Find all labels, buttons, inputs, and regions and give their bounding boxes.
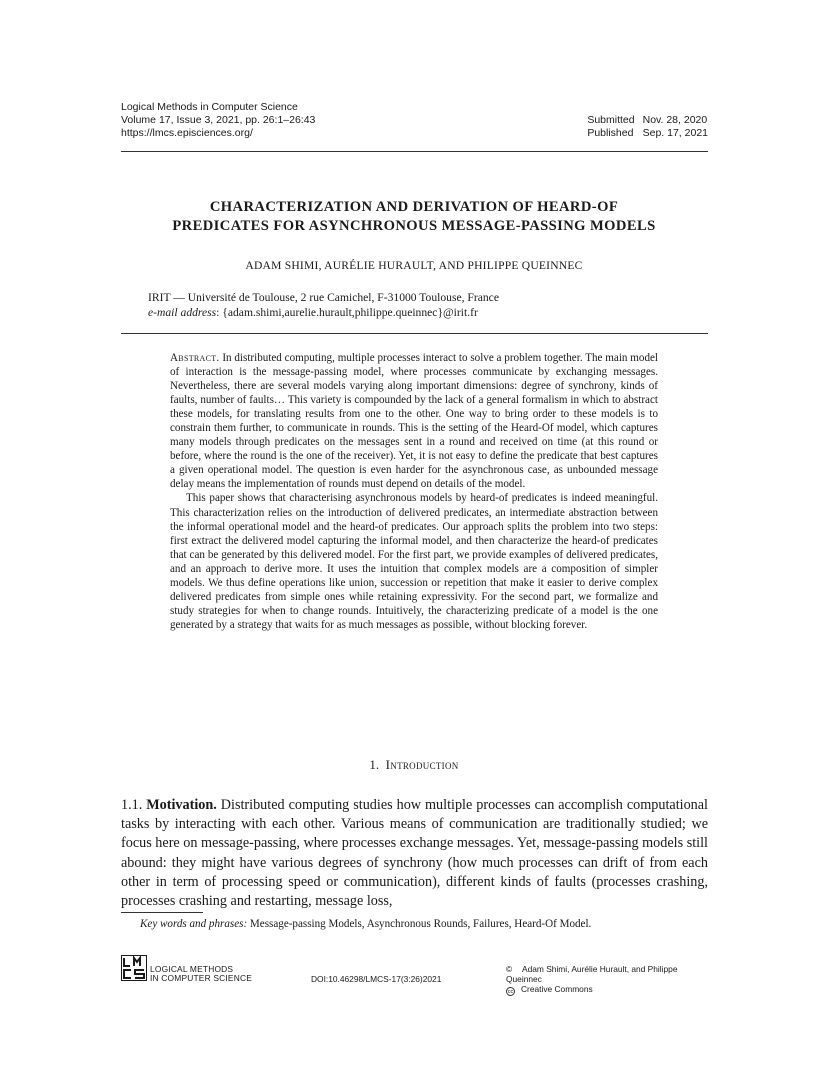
header-rule [121, 151, 708, 152]
doi[interactable]: DOI:10.46298/LMCS-17(3:26)2021 [311, 974, 442, 984]
email-address: : {adam.shimi,aurelie.hurault,philippe.queinnec}@irit.fr [216, 306, 478, 319]
license-text[interactable]: Creative Commons [521, 984, 593, 994]
journal-url[interactable]: https://lmcs.episciences.org/ [121, 127, 253, 139]
copyright-holders: Adam Shimi, Aurélie Hurault, and Philippe Queinnec [506, 964, 678, 984]
title-line-2: PREDICATES FOR ASYNCHRONOUS MESSAGE-PASSING MODELS [172, 218, 656, 234]
motivation-paragraph [121, 796, 708, 911]
page-footer [121, 955, 708, 995]
lmcs-name [150, 965, 252, 984]
copyright-icon: © [506, 964, 513, 974]
subsection-title: Motivation. [146, 797, 217, 813]
journal-volume: Volume 17, Issue 3, 2021, pp. 26:1–26:43 [121, 114, 316, 126]
lmcs-logo-icon [121, 955, 147, 981]
lmcs-name-line-2: IN COMPUTER SCIENCE [150, 973, 252, 984]
email-label: e-mail address [148, 306, 217, 319]
abstract [170, 351, 658, 632]
affiliation-rule [121, 333, 708, 334]
affiliation-address: IRIT — Université de Toulouse, 2 rue Camichel, F-31000 Toulouse, France [148, 291, 499, 304]
abstract-label: Abstract. [170, 352, 220, 364]
submitted-date: Nov. 28, 2020 [642, 114, 708, 126]
keywords-text: Message-passing Models, Asynchronous Rounds, Failures, Heard-Of Model. [249, 918, 592, 930]
body-text [121, 796, 708, 911]
keywords-label: Key words and phrases: [140, 918, 248, 930]
affiliation [148, 290, 499, 320]
journal-name: Logical Methods in Computer Science [121, 101, 298, 113]
footnote-rule [121, 912, 203, 913]
title-line-1: CHARACTERIZATION AND DERIVATION OF HEARD-OF [209, 199, 619, 215]
license-line [506, 984, 708, 996]
copyright-line [506, 964, 708, 984]
email-line [148, 305, 499, 320]
copyright-block [506, 964, 708, 996]
motivation-text: Distributed computing studies how multiple processes can accomplish computational tasks by interacting with each other. Various means of communication are traditionally studied; we focus here on message-passing, where processes exchange messages. Yet, message-passing models still abound: they might have various degrees of synchrony (how much processes can drift of from each other in term of processing speed or communication), different kinds of faults (processes crashing, processes crashing and restarting, message loss, [121, 797, 708, 910]
submitted-label: Submitted [587, 114, 635, 126]
lmcs-name-line-1: LOGICAL METHODS [150, 964, 234, 974]
published-label: Published [587, 127, 634, 139]
abstract-text-1: In distributed computing, multiple processes interact to solve a problem together. The main model of interaction is the message-passing model, where processes communicate by exchanging messages. Nevertheless, there are several models varying along important dimensions: degree of synchrony, kinds of faults, number of faults… This variety is compounded by the lack of a general formalism in which to abstract these models, for translating results from one to the other. One way to bring order to these models is to constrain them further, to communicate in rounds. This is the setting of the Heard-Of model, which captures many models through predicates on the messages sent in a round and received on time (at this round or before, where the round is the one of the receiver). Yet, it is not easy to define the predicate that best captures a given operational model. The question is even harder for the asynchronous case, as unbounded message delay means the implementation of rounds must depend on details of the model. [170, 352, 658, 491]
journal-info [121, 101, 315, 140]
abstract-paragraph-1 [170, 351, 658, 491]
submission-dates [587, 114, 708, 140]
subsection-number: 1.1. [121, 797, 143, 813]
paper-title [100, 198, 728, 236]
author-list: ADAM SHIMI, AURÉLIE HURAULT, AND PHILIPPE QUEINNEC [245, 259, 583, 272]
section-title: Introduction [385, 757, 459, 772]
section-number: 1. [369, 757, 380, 772]
published-date: Sep. 17, 2021 [642, 127, 708, 139]
creative-commons-icon: cc [507, 989, 514, 995]
section-heading [100, 757, 728, 773]
keywords [140, 918, 591, 930]
abstract-paragraph-2: This paper shows that characterising asynchronous models by heard-of predicates is indeed meaningful. This characterization relies on the introduction of delivered predicates, an intermediate abstraction between the informal operational model and the heard-of predicates. Our approach splits the problem into two steps: first extract the delivered model capturing the informal model, and then characterize the heard-of predicates that can be generated by this delivered model. For the first part, we provide examples of delivered predicates, and an approach to derive more. It uses the intuition that complex models are a composition of simpler models. We thus define operations like union, succession or repetition that make it easier to derive complex delivered predicates from simple ones while retaining expressivity. For the second part, we formalize and study strategies for when to change rounds. Intuitively, the characterizing predicate of a model is the one generated by a strategy that waits for as much messages as possible, without blocking forever. [170, 492, 658, 631]
